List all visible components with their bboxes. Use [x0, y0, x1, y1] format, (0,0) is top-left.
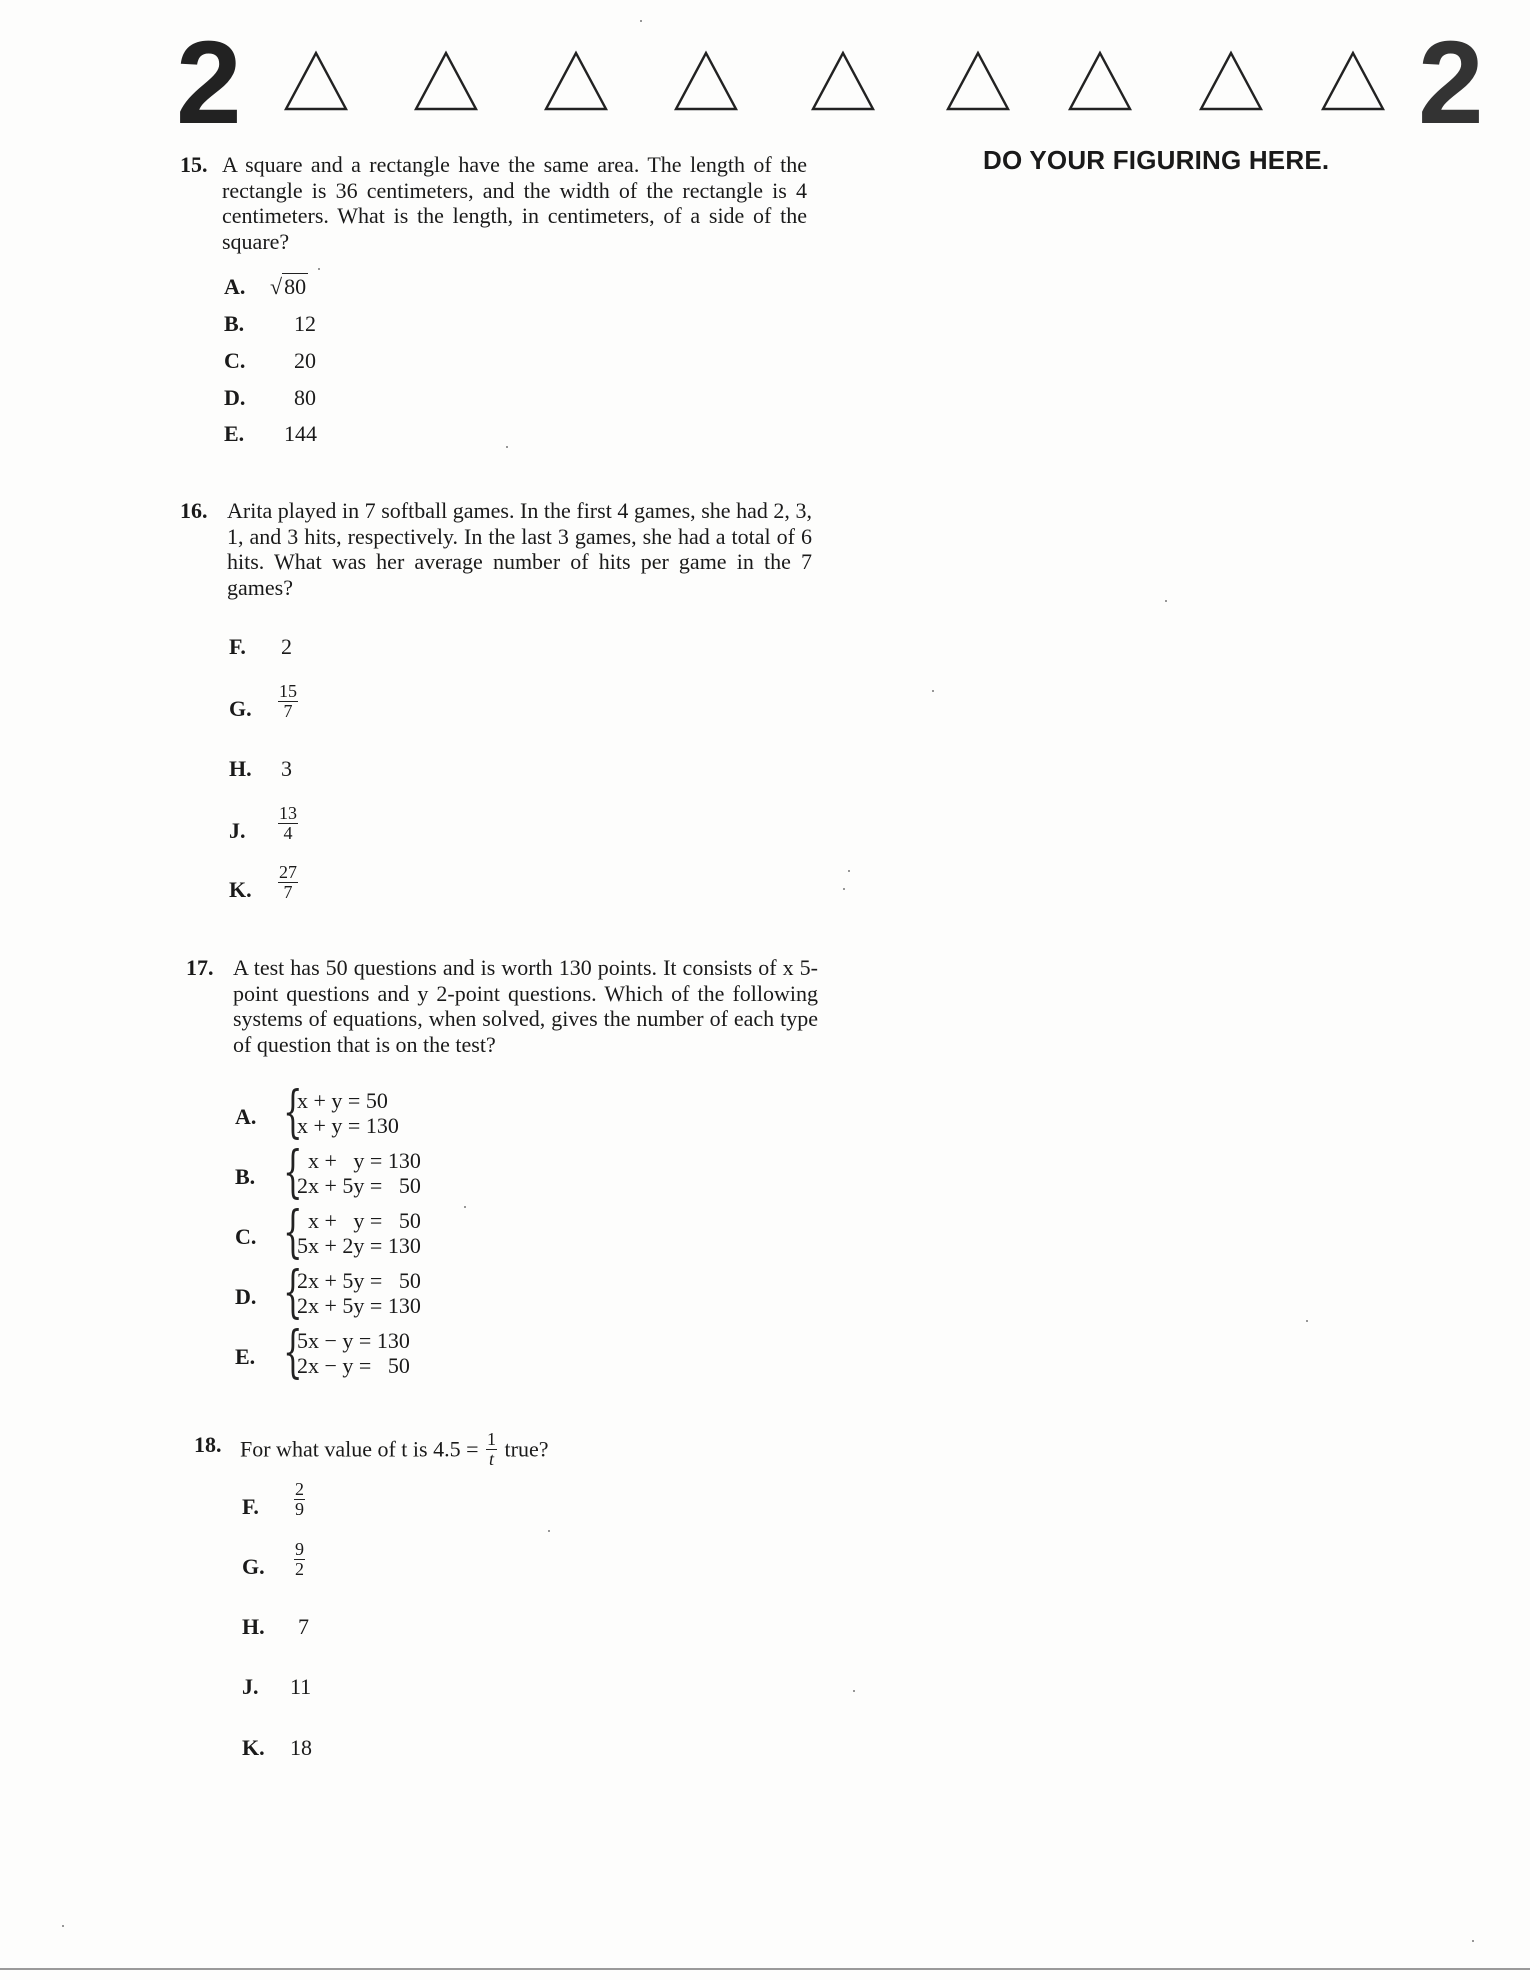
question-15-text: A square and a rectangle have the same area. The length of the rectangle is 36 centimeters, and the width of the rectangle is 4 centimeters. What is the length, in centimeters, of a side of the square?: [222, 152, 807, 254]
option-label: C.: [235, 1224, 257, 1249]
option-value: 11: [290, 1674, 312, 1699]
option-label: J.: [242, 1674, 259, 1699]
option-label: H.: [242, 1614, 265, 1639]
option-label: E.: [224, 421, 245, 446]
fraction-numerator: 13: [279, 803, 297, 823]
section-number-left: 2: [176, 17, 242, 149]
equation-line: x + y = 50: [297, 1088, 388, 1113]
fraction-numerator: 15: [279, 681, 297, 701]
triangle-icon: [1067, 50, 1133, 112]
question-16-stem: [227, 498, 812, 600]
option-label: B.: [235, 1164, 256, 1189]
question-18-text: For what value of t is 4.5 =: [240, 1436, 479, 1462]
fraction-denominator: t: [488, 1449, 494, 1469]
option-value: 12: [294, 311, 316, 336]
brace-icon: {: [283, 1080, 303, 1145]
question-18-number: 18.: [194, 1432, 222, 1457]
scan-speck: [464, 1206, 466, 1208]
scan-speck: [1306, 1320, 1308, 1322]
equation-line: 2x − y = 50: [297, 1353, 410, 1378]
triangle-icon: [283, 50, 349, 112]
option-label: G.: [242, 1554, 265, 1579]
scan-speck: [318, 268, 320, 270]
brace-icon: {: [283, 1140, 303, 1205]
option-value: 2: [281, 634, 292, 659]
question-18-stem: [240, 1429, 840, 1471]
question-15-stem: [222, 152, 807, 254]
fraction-denominator: 9: [295, 1499, 304, 1519]
equation-line: 5x + 2y = 130: [297, 1233, 421, 1258]
fraction-denominator: 7: [283, 701, 293, 721]
option-value: 144: [284, 421, 317, 446]
option-value: 80: [284, 274, 307, 299]
scan-speck: [62, 1925, 64, 1927]
equation-line: x + y = 130: [297, 1148, 421, 1173]
option-label: A.: [235, 1104, 257, 1129]
option-label: D.: [224, 385, 246, 410]
option-value: 20: [294, 348, 316, 373]
option-value: 18: [290, 1735, 312, 1760]
brace-icon: {: [283, 1200, 303, 1265]
option-label: A.: [224, 274, 246, 299]
brace-icon: {: [283, 1260, 303, 1325]
scan-speck: [932, 690, 934, 692]
fraction-numerator: 1: [487, 1429, 496, 1449]
triangle-icon: [945, 50, 1011, 112]
scan-speck: [506, 446, 508, 448]
scan-speck: [640, 20, 642, 22]
figuring-area-label: DO YOUR FIGURING HERE.: [983, 145, 1330, 175]
option-label: D.: [235, 1284, 257, 1309]
equation-line: 2x + 5y = 130: [297, 1293, 421, 1318]
option-label: F.: [242, 1494, 259, 1519]
scan-speck: [848, 870, 850, 872]
scan-speck: [843, 888, 845, 890]
brace-icon: {: [283, 1320, 303, 1385]
option-value: 80: [294, 385, 316, 410]
triangle-icon: [673, 50, 739, 112]
triangle-icon: [543, 50, 609, 112]
fraction-numerator: 9: [295, 1539, 304, 1559]
question-17-stem: [233, 955, 818, 1057]
triangle-icon: [1320, 50, 1386, 112]
option-label: K.: [229, 877, 252, 902]
fraction-numerator: 2: [295, 1479, 304, 1499]
option-value: 3: [281, 756, 292, 781]
question-16-text: Arita played in 7 softball games. In the first 4 games, she had 2, 3, 1, and 3 hits, respectively. In the last 3 games, she had a total of 6 hits. What was her average number of hits per game in the 7 games?: [227, 498, 812, 600]
question-17-text: A test has 50 questions and is worth 130 points. It consists of x 5-point questions and y 2-point questions. Which of the following systems of equations, when solved, gives the number of each type of question that is on the test?: [233, 955, 818, 1057]
page-edge-line: [0, 1968, 1530, 1970]
radical-sign-icon: √: [270, 274, 283, 299]
option-label: F.: [229, 634, 246, 659]
option-label: H.: [229, 756, 252, 781]
question-18-text-end: true?: [504, 1436, 549, 1462]
fraction-numerator: 27: [279, 862, 297, 882]
question-15-number: 15.: [180, 152, 208, 177]
triangle-icon: [1198, 50, 1264, 112]
equation-line: x + y = 130: [297, 1113, 399, 1138]
fraction-denominator: 7: [283, 882, 293, 902]
option-label: B.: [224, 311, 245, 336]
question-16-number: 16.: [180, 498, 208, 523]
option-label: C.: [224, 348, 246, 373]
equation-line: 2x + 5y = 50: [297, 1173, 421, 1198]
question-17-number: 17.: [186, 955, 214, 980]
option-label: G.: [229, 696, 252, 721]
scan-speck: [1472, 1940, 1474, 1942]
triangle-icon: [413, 50, 479, 112]
equation-line: 2x + 5y = 50: [297, 1268, 421, 1293]
option-label: K.: [242, 1735, 265, 1760]
option-label: E.: [235, 1344, 256, 1369]
fraction-denominator: 2: [295, 1559, 304, 1579]
scan-speck: [853, 1690, 855, 1692]
equation-line: x + y = 50: [297, 1208, 421, 1233]
option-label: J.: [229, 818, 246, 843]
fraction-denominator: 4: [283, 823, 293, 843]
triangle-icon: [810, 50, 876, 112]
equation-line: 5x − y = 130: [297, 1328, 410, 1353]
option-value: 7: [298, 1614, 309, 1639]
section-number-right: 2: [1418, 17, 1484, 149]
scan-speck: [1165, 600, 1167, 602]
scan-speck: [548, 1530, 550, 1532]
